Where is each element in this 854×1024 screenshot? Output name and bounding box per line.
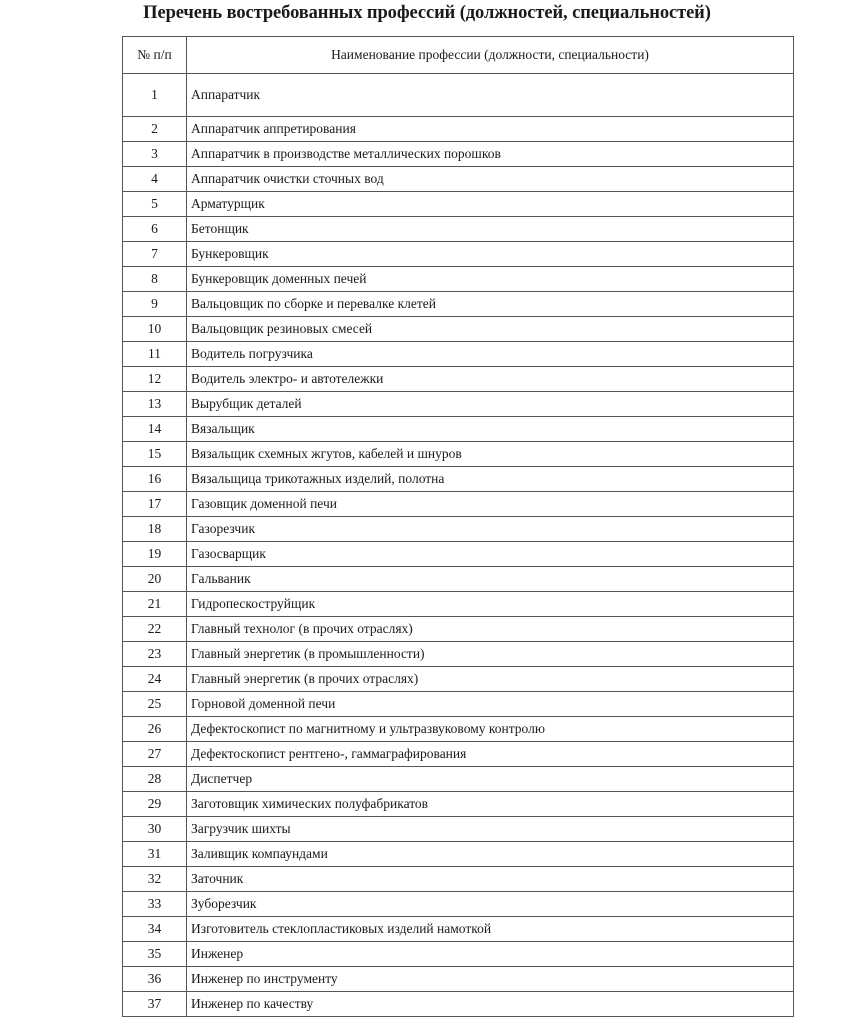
- row-number: 35: [123, 942, 187, 967]
- table-row: [123, 242, 794, 267]
- row-profession-name: Вырубщик деталей: [187, 392, 794, 417]
- row-number: 22: [123, 617, 187, 642]
- row-number: 32: [123, 867, 187, 892]
- row-profession-name: Главный энергетик (в прочих отраслях): [187, 667, 794, 692]
- table-row: [123, 992, 794, 1017]
- row-number: 2: [123, 117, 187, 142]
- row-number: 37: [123, 992, 187, 1017]
- table-row: [123, 817, 794, 842]
- row-number: 34: [123, 917, 187, 942]
- row-number: 4: [123, 167, 187, 192]
- table-row: [123, 642, 794, 667]
- row-number: 6: [123, 217, 187, 242]
- row-number: 3: [123, 142, 187, 167]
- table-row: [123, 117, 794, 142]
- row-profession-name: Заготовщик химических полуфабрикатов: [187, 792, 794, 817]
- row-number: 27: [123, 742, 187, 767]
- row-profession-name: Дефектоскопист по магнитному и ультразвуковому контролю: [187, 717, 794, 742]
- row-profession-name: Инженер: [187, 942, 794, 967]
- table-row: [123, 767, 794, 792]
- row-profession-name: Аппаратчик: [187, 74, 794, 117]
- row-profession-name: Газовщик доменной печи: [187, 492, 794, 517]
- row-profession-name: Главный технолог (в прочих отраслях): [187, 617, 794, 642]
- table-row: [123, 592, 794, 617]
- table-row: [123, 217, 794, 242]
- row-number: 5: [123, 192, 187, 217]
- row-number: 24: [123, 667, 187, 692]
- table-row: [123, 667, 794, 692]
- table-row: [123, 467, 794, 492]
- row-profession-name: Аппаратчик в производстве металлических порошков: [187, 142, 794, 167]
- table-row: [123, 792, 794, 817]
- row-number: 7: [123, 242, 187, 267]
- table-row: [123, 74, 794, 117]
- row-profession-name: Загрузчик шихты: [187, 817, 794, 842]
- row-profession-name: Аппаратчик аппретирования: [187, 117, 794, 142]
- row-profession-name: Дефектоскопист рентгено-, гаммаграфирования: [187, 742, 794, 767]
- header-number: № п/п: [123, 37, 187, 74]
- row-profession-name: Инженер по качеству: [187, 992, 794, 1017]
- row-number: 30: [123, 817, 187, 842]
- table-row: [123, 267, 794, 292]
- table-row: [123, 967, 794, 992]
- table-row: [123, 517, 794, 542]
- row-number: 23: [123, 642, 187, 667]
- table-row: [123, 842, 794, 867]
- table-row: [123, 492, 794, 517]
- table-row: [123, 542, 794, 567]
- table-row: [123, 292, 794, 317]
- row-profession-name: Водитель электро- и автотележки: [187, 367, 794, 392]
- table-row: [123, 742, 794, 767]
- row-number: 21: [123, 592, 187, 617]
- row-number: 31: [123, 842, 187, 867]
- row-number: 19: [123, 542, 187, 567]
- row-number: 9: [123, 292, 187, 317]
- table-row: [123, 317, 794, 342]
- table-row: [123, 617, 794, 642]
- document-title: Перечень востребованных профессий (должностей, специальностей): [143, 3, 711, 23]
- table-row: [123, 567, 794, 592]
- row-profession-name: Гидропескоструйщик: [187, 592, 794, 617]
- row-number: 16: [123, 467, 187, 492]
- row-profession-name: Вязальщик схемных жгутов, кабелей и шнуров: [187, 442, 794, 467]
- row-number: 26: [123, 717, 187, 742]
- table-row: [123, 167, 794, 192]
- row-number: 33: [123, 892, 187, 917]
- table-row: [123, 442, 794, 467]
- row-profession-name: Гальваник: [187, 567, 794, 592]
- row-number: 17: [123, 492, 187, 517]
- table-row: [123, 192, 794, 217]
- header-profession-name: Наименование профессии (должности, специальности): [187, 37, 794, 74]
- row-profession-name: Заливщик компаундами: [187, 842, 794, 867]
- table-row: [123, 392, 794, 417]
- row-profession-name: Диспетчер: [187, 767, 794, 792]
- row-profession-name: Водитель погрузчика: [187, 342, 794, 367]
- row-number: 13: [123, 392, 187, 417]
- row-profession-name: Бетонщик: [187, 217, 794, 242]
- row-profession-name: Вальцовщик по сборке и перевалке клетей: [187, 292, 794, 317]
- table-row: [123, 867, 794, 892]
- table-row: [123, 692, 794, 717]
- row-profession-name: Вальцовщик резиновых смесей: [187, 317, 794, 342]
- row-number: 11: [123, 342, 187, 367]
- row-profession-name: Бункеровщик: [187, 242, 794, 267]
- row-profession-name: Горновой доменной печи: [187, 692, 794, 717]
- row-number: 14: [123, 417, 187, 442]
- row-number: 8: [123, 267, 187, 292]
- table-header-row: [123, 37, 794, 74]
- professions-table: [122, 36, 794, 1017]
- row-profession-name: Главный энергетик (в промышленности): [187, 642, 794, 667]
- row-number: 10: [123, 317, 187, 342]
- row-profession-name: Аппаратчик очистки сточных вод: [187, 167, 794, 192]
- row-profession-name: Зуборезчик: [187, 892, 794, 917]
- row-profession-name: Вязальщик: [187, 417, 794, 442]
- row-profession-name: Инженер по инструменту: [187, 967, 794, 992]
- table-row: [123, 417, 794, 442]
- row-profession-name: Газорезчик: [187, 517, 794, 542]
- row-number: 36: [123, 967, 187, 992]
- table-row: [123, 342, 794, 367]
- row-profession-name: Бункеровщик доменных печей: [187, 267, 794, 292]
- row-profession-name: Вязальщица трикотажных изделий, полотна: [187, 467, 794, 492]
- row-number: 12: [123, 367, 187, 392]
- row-number: 20: [123, 567, 187, 592]
- row-profession-name: Арматурщик: [187, 192, 794, 217]
- table-row: [123, 717, 794, 742]
- row-number: 25: [123, 692, 187, 717]
- row-number: 15: [123, 442, 187, 467]
- row-profession-name: Газосварщик: [187, 542, 794, 567]
- row-profession-name: Заточник: [187, 867, 794, 892]
- row-number: 29: [123, 792, 187, 817]
- table-row: [123, 367, 794, 392]
- row-number: 1: [123, 74, 187, 117]
- row-number: 18: [123, 517, 187, 542]
- table-row: [123, 917, 794, 942]
- table-row: [123, 142, 794, 167]
- table-row: [123, 942, 794, 967]
- row-number: 28: [123, 767, 187, 792]
- row-profession-name: Изготовитель стеклопластиковых изделий намоткой: [187, 917, 794, 942]
- table-row: [123, 892, 794, 917]
